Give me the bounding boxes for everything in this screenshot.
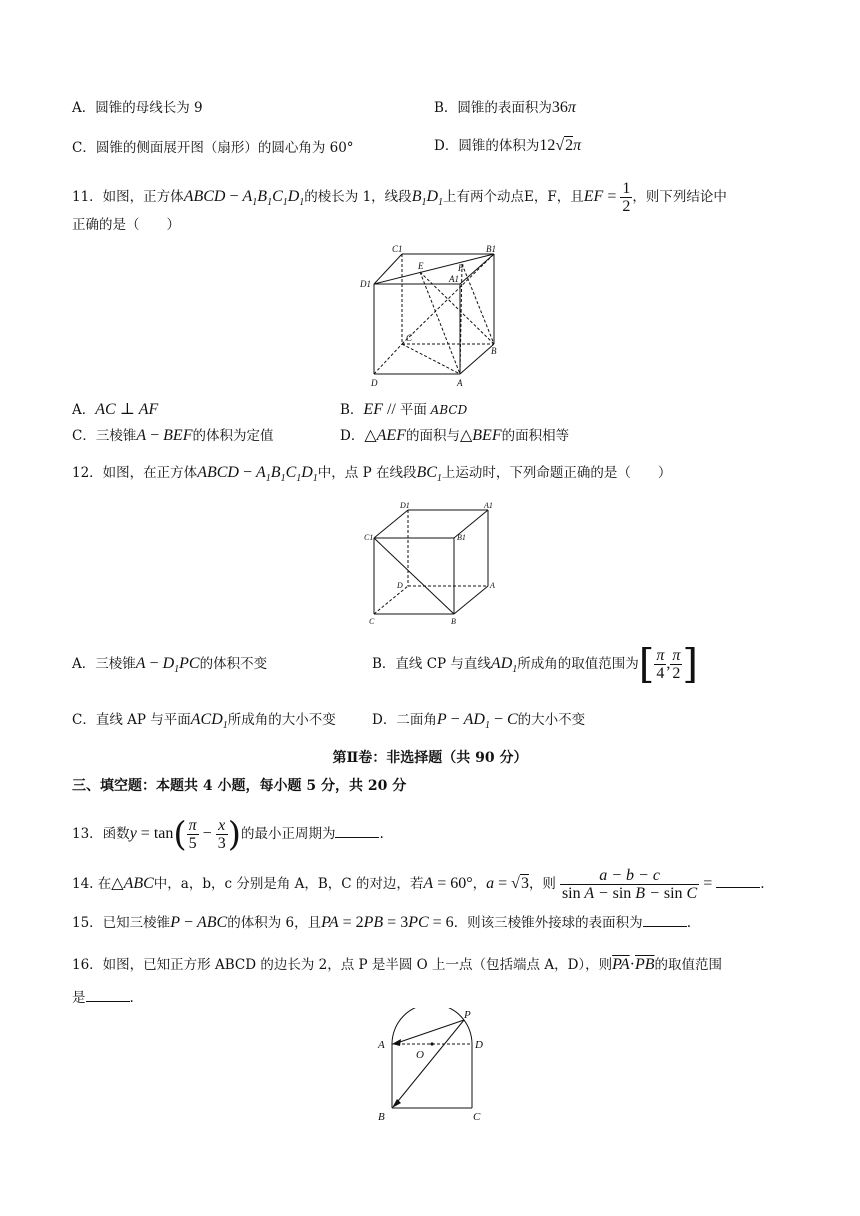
q11-option-d: D．△AEF的面积与△BEF的面积相等 [340,427,570,444]
label-a: A [378,1039,385,1051]
q11-option-a: A．AC ⊥ AF [72,401,159,418]
part2-title: 第Ⅱ卷：非选择题（共 90 分） [332,750,528,766]
answer-blank-15[interactable] [643,926,687,927]
label-b1: B1 [486,244,496,254]
label-d: D [371,378,378,388]
q16: 16．如图，已知正方形 ABCD 的边长为 2，点 P 是半圆 O 上一点（包括端点 A，D），则$\overline{PA}\cdot\overline{PB}$的取值范围 [72,956,723,973]
label-d: D [475,1039,483,1051]
section3-title: 三、填空题：本题共 4 小题，每小题 5 分，共 20 分 [72,778,407,794]
label-a: A [457,378,463,388]
q10-option-d: D．圆锥的体积为12√2π [434,137,582,154]
label-b1: B1 [457,533,466,542]
q12-stem: 12．如图，在正方体ABCD − $A_1B_1C_1D_1$中，点 P 在线段$BC_1$上运动时，下列命题正确的是（ ） [72,464,672,485]
label-o: O [416,1049,424,1061]
answer-blank-14[interactable] [716,887,760,888]
label-b: B [491,346,497,356]
q12-option-b: B．直线 CP 与直线$AD_1$所成角的取值范围为[ $\frac{\pi}{4}$ , $\frac{\pi}{2}$ ] [372,641,698,688]
label-a1: A1 [484,501,493,510]
q12-option-c: C．直线 AP 与平面$ACD_1$所成角的大小不变 [72,711,336,732]
q10-option-a: A．圆锥的母线长为 9 [72,100,203,116]
label-d1: D1 [400,501,410,510]
label-e: E [418,261,424,271]
q11-cube-figure [358,242,508,392]
q16-figure [372,1008,492,1128]
label-c: C [369,617,375,626]
label-b: B [451,617,456,626]
label-a: A [490,581,495,590]
q12-option-a: A．三棱锥$A - D_1PC$的体积不变 [72,655,268,676]
q15: 15．已知三棱锥P − ABC的体积为 6，且PA = 2PB = 3PC = 6．则该三棱锥外接球的表面积为 . [72,914,691,931]
answer-blank-16[interactable] [86,1001,130,1002]
label-c: C [406,333,413,343]
q10-option-c: C．圆锥的侧面展开图（扇形）的圆心角为 60° [72,140,354,156]
answer-blank-13[interactable] [335,837,379,838]
q11-stem-line2: 正确的是（ ） [72,217,180,233]
label-c1: C1 [364,533,374,542]
label-a1: A1 [449,274,459,284]
label-p: P [464,1009,471,1021]
q13: 13．函数y = tan( $\frac{\pi}{5}$ − $\frac{x}{3}$ )的最小正周期为 . [72,814,384,855]
q16-line2: 是 . [72,990,134,1006]
q11-option-b: B．EF // 平面 ABCD [340,401,468,418]
label-d1: D1 [360,279,371,289]
label-f: F [458,263,464,273]
q11-stem: 11．如图，正方体ABCD − $A_1B_1C_1D_1$的棱长为 1，线段$B_1D_1$上有两个动点E，F，且EF = $\frac{1}{2}$ ，则下列结论中 [72,180,727,215]
q12-cube-figure [362,496,498,630]
label-c1: C1 [392,244,403,254]
label-d: D [397,581,403,590]
q14: 14. 在△ABC中，a，b，c 分别是角 A，B，C 的对边，若A = 60°，a = √3，则 $\frac{a - b - c}{\text{sin A − sin B − sin C}}$ = . [72,867,765,902]
label-b: B [378,1111,385,1123]
q11-option-c: C．三棱锥A − BEF的体积为定值 [72,427,274,444]
label-c: C [473,1111,481,1123]
q10-option-b: B．圆锥的表面积为36π [434,99,576,116]
q12-option-d: D．二面角$P - AD_1 - C$的大小不变 [372,711,586,732]
